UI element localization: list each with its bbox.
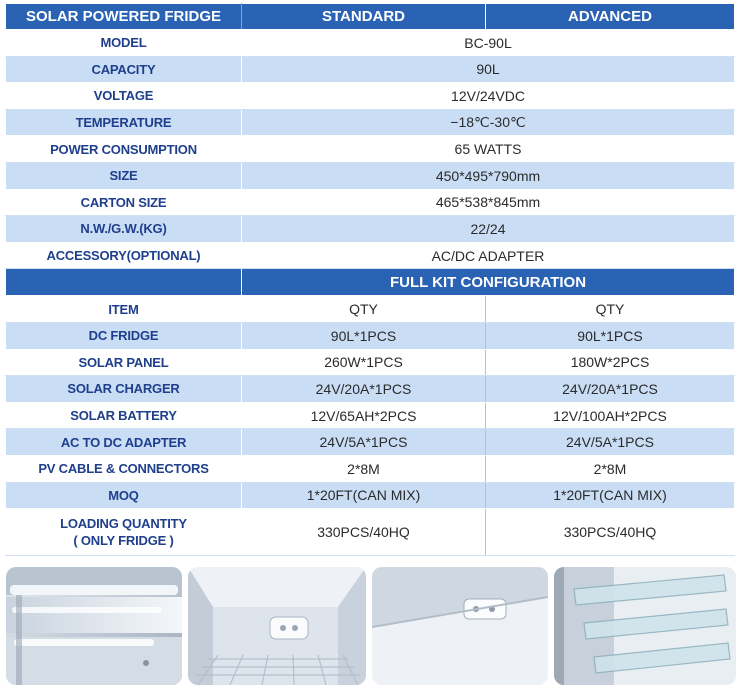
kit-label: SOLAR CHARGER [6, 376, 242, 403]
photo-fridge-thermostat [372, 567, 548, 685]
spec-table [5, 3, 735, 556]
kit-advanced-value: QTY [486, 296, 735, 323]
kit-title: FULL KIT CONFIGURATION [242, 269, 735, 296]
spec-label: ACCESSORY(OPTIONAL) [6, 242, 242, 269]
spec-row-voltage [6, 83, 735, 110]
spec-label: N.W./G.W.(KG) [6, 216, 242, 243]
loading-advanced-value: 330PCS/40HQ [486, 509, 735, 556]
kit-row-loading-quantity [6, 509, 735, 556]
kit-advanced-value: 24V/5A*1PCS [486, 429, 735, 456]
kit-standard-value: 24V/5A*1PCS [242, 429, 486, 456]
table-header-row [6, 4, 735, 30]
kit-advanced-value: 2*8M [486, 455, 735, 482]
kit-standard-value: 260W*1PCS [242, 349, 486, 376]
spec-label: VOLTAGE [6, 83, 242, 110]
kit-advanced-value: 12V/100AH*2PCS [486, 402, 735, 429]
kit-label: SOLAR BATTERY [6, 402, 242, 429]
kit-row-adapter [6, 429, 735, 456]
spec-value: 90L [242, 56, 735, 83]
spec-value: 12V/24VDC [242, 83, 735, 110]
spec-row-carton-size [6, 189, 735, 216]
spec-label: SIZE [6, 162, 242, 189]
kit-advanced-value: 24V/20A*1PCS [486, 376, 735, 403]
spec-value: 22/24 [242, 216, 735, 243]
kit-advanced-value: 1*20FT(CAN MIX) [486, 482, 735, 509]
spec-label: CARTON SIZE [6, 189, 242, 216]
spec-value: BC-90L [242, 30, 735, 57]
kit-standard-value: QTY [242, 296, 486, 323]
header-product: SOLAR POWERED FRIDGE [6, 4, 242, 30]
kit-row-item [6, 296, 735, 323]
kit-label: SOLAR PANEL [6, 349, 242, 376]
photo-fridge-exterior [6, 567, 182, 685]
kit-row-dc-fridge [6, 322, 735, 349]
spec-value: AC/DC ADAPTER [242, 242, 735, 269]
kit-standard-value: 90L*1PCS [242, 322, 486, 349]
kit-label: ITEM [6, 296, 242, 323]
loading-label-line2: ( ONLY FRIDGE ) [73, 533, 174, 549]
kit-standard-value: 1*20FT(CAN MIX) [242, 482, 486, 509]
spec-row-temperature [6, 109, 735, 136]
kit-label: AC TO DC ADAPTER [6, 429, 242, 456]
spec-value: 450*495*790mm [242, 162, 735, 189]
kit-row-solar-charger [6, 376, 735, 403]
spec-row-accessory [6, 242, 735, 269]
kit-standard-value: 12V/65AH*2PCS [242, 402, 486, 429]
kit-header-spacer [6, 269, 242, 296]
spec-label: CAPACITY [6, 56, 242, 83]
kit-standard-value: 24V/20A*1PCS [242, 376, 486, 403]
kit-row-solar-panel [6, 349, 735, 376]
kit-label: PV CABLE & CONNECTORS [6, 455, 242, 482]
spec-label: POWER CONSUMPTION [6, 136, 242, 163]
kit-row-moq [6, 482, 735, 509]
kit-label: DC FRIDGE [6, 322, 242, 349]
kit-advanced-value: 90L*1PCS [486, 322, 735, 349]
product-photo-strip [6, 567, 736, 685]
kit-label: MOQ [6, 482, 242, 509]
spec-label: MODEL [6, 30, 242, 57]
header-standard: STANDARD [242, 4, 486, 30]
spec-row-size [6, 162, 735, 189]
loading-standard-value: 330PCS/40HQ [242, 509, 486, 556]
spec-value: 465*538*845mm [242, 189, 735, 216]
kit-row-solar-battery [6, 402, 735, 429]
spec-row-power [6, 136, 735, 163]
spec-row-model [6, 30, 735, 57]
loading-label-line1: LOADING QUANTITY [60, 516, 187, 532]
spec-value: 65 WATTS [242, 136, 735, 163]
kit-advanced-value: 180W*2PCS [486, 349, 735, 376]
spec-row-weight [6, 216, 735, 243]
photo-fridge-interior-shelf [188, 567, 366, 685]
kit-header-row [6, 269, 735, 296]
spec-value: −18℃-30℃ [242, 109, 735, 136]
photo-fridge-door-bins [554, 567, 736, 685]
kit-standard-value: 2*8M [242, 455, 486, 482]
loading-label [6, 509, 242, 556]
spec-label: TEMPERATURE [6, 109, 242, 136]
spec-row-capacity [6, 56, 735, 83]
kit-row-pv-cable [6, 455, 735, 482]
header-advanced: ADVANCED [486, 4, 735, 30]
